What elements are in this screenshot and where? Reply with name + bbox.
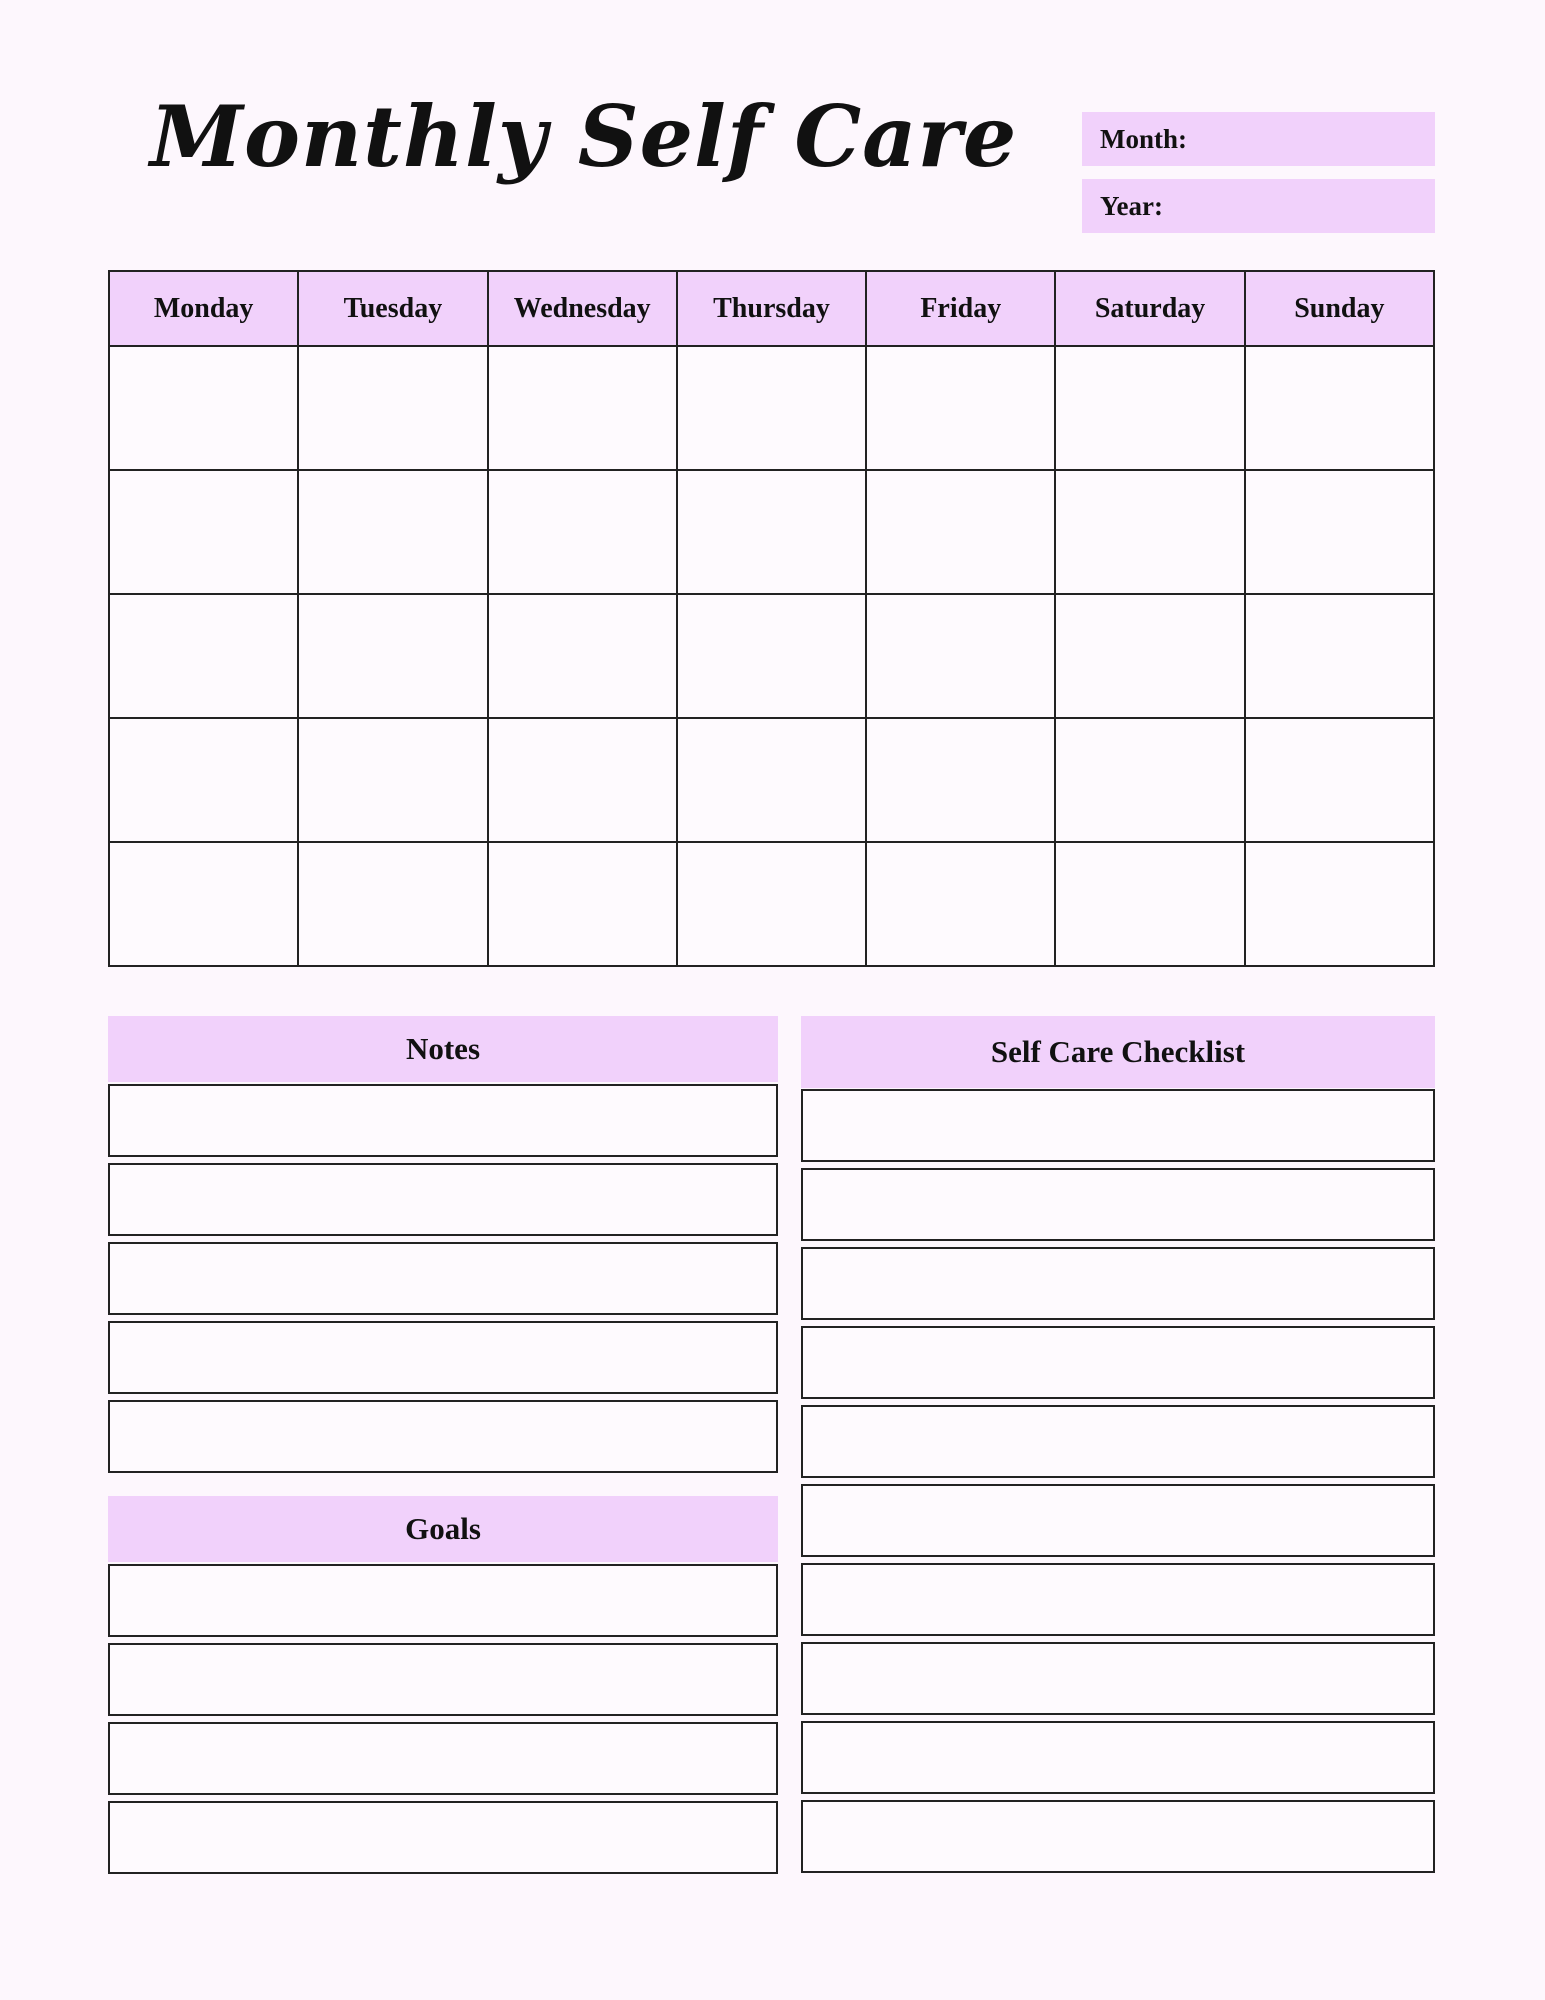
calendar-day-cell[interactable] xyxy=(488,470,677,594)
calendar-day-cell[interactable] xyxy=(866,594,1055,718)
calendar-day-cell[interactable] xyxy=(109,718,298,842)
calendar-day-cell[interactable] xyxy=(677,470,866,594)
checklist-line[interactable] xyxy=(801,1405,1435,1478)
calendar-day-cell[interactable] xyxy=(488,346,677,470)
checklist-line[interactable] xyxy=(801,1484,1435,1557)
day-header-monday: Monday xyxy=(109,271,298,346)
calendar-day-cell[interactable] xyxy=(298,346,487,470)
calendar-day-cell[interactable] xyxy=(109,346,298,470)
calendar-day-cell[interactable] xyxy=(488,842,677,966)
calendar-week-row xyxy=(109,842,1434,966)
checklist-line[interactable] xyxy=(801,1168,1435,1241)
calendar-grid xyxy=(108,270,1435,967)
calendar-day-cell[interactable] xyxy=(677,718,866,842)
calendar-day-cell[interactable] xyxy=(298,718,487,842)
day-header-friday: Friday xyxy=(866,271,1055,346)
day-header-saturday: Saturday xyxy=(1055,271,1244,346)
day-header-sunday: Sunday xyxy=(1245,271,1434,346)
calendar-day-cell[interactable] xyxy=(1245,594,1434,718)
month-field[interactable] xyxy=(1082,112,1435,166)
calendar-day-cell[interactable] xyxy=(1055,718,1244,842)
checklist-line[interactable] xyxy=(801,1800,1435,1873)
calendar-week-row xyxy=(109,346,1434,470)
checklist-line[interactable] xyxy=(801,1089,1435,1162)
checklist-line[interactable] xyxy=(801,1247,1435,1320)
calendar-day-cell[interactable] xyxy=(1055,470,1244,594)
goals-line[interactable] xyxy=(108,1722,778,1795)
calendar-day-cell[interactable] xyxy=(1245,346,1434,470)
calendar-week-row xyxy=(109,718,1434,842)
checklist-line[interactable] xyxy=(801,1326,1435,1399)
calendar-day-cell[interactable] xyxy=(109,842,298,966)
calendar-day-cell[interactable] xyxy=(1055,346,1244,470)
goals-line[interactable] xyxy=(108,1801,778,1874)
day-header-thursday: Thursday xyxy=(677,271,866,346)
notes-line[interactable] xyxy=(108,1242,778,1315)
calendar-day-cell[interactable] xyxy=(109,470,298,594)
calendar-week-row xyxy=(109,470,1434,594)
calendar-day-cell[interactable] xyxy=(677,346,866,470)
calendar-day-cell[interactable] xyxy=(488,594,677,718)
notes-line[interactable] xyxy=(108,1084,778,1157)
calendar-day-cell[interactable] xyxy=(866,842,1055,966)
goals-line[interactable] xyxy=(108,1643,778,1716)
calendar-day-cell[interactable] xyxy=(488,718,677,842)
calendar-day-cell[interactable] xyxy=(1245,842,1434,966)
goals-line[interactable] xyxy=(108,1564,778,1637)
calendar-day-cell[interactable] xyxy=(866,718,1055,842)
checklist-header: Self Care Checklist xyxy=(801,1016,1435,1088)
calendar-day-cell[interactable] xyxy=(677,842,866,966)
calendar-day-cell[interactable] xyxy=(866,346,1055,470)
month-label: Month: xyxy=(1100,124,1187,154)
calendar-day-cell[interactable] xyxy=(677,594,866,718)
goals-header: Goals xyxy=(108,1496,778,1562)
calendar-header-row xyxy=(109,271,1434,346)
day-header-wednesday: Wednesday xyxy=(488,271,677,346)
checklist-line[interactable] xyxy=(801,1721,1435,1794)
notes-header: Notes xyxy=(108,1016,778,1082)
page-title: Monthly Self Care xyxy=(150,87,1018,186)
calendar-day-cell[interactable] xyxy=(1245,718,1434,842)
calendar-week-row xyxy=(109,594,1434,718)
calendar-day-cell[interactable] xyxy=(1055,842,1244,966)
checklist-line[interactable] xyxy=(801,1563,1435,1636)
checklist-line[interactable] xyxy=(801,1642,1435,1715)
year-label: Year: xyxy=(1100,191,1163,221)
year-field[interactable] xyxy=(1082,179,1435,233)
calendar-day-cell[interactable] xyxy=(109,594,298,718)
calendar-day-cell[interactable] xyxy=(1055,594,1244,718)
calendar-day-cell[interactable] xyxy=(298,594,487,718)
notes-line[interactable] xyxy=(108,1321,778,1394)
day-header-tuesday: Tuesday xyxy=(298,271,487,346)
calendar-day-cell[interactable] xyxy=(866,470,1055,594)
calendar-day-cell[interactable] xyxy=(298,470,487,594)
notes-line[interactable] xyxy=(108,1163,778,1236)
calendar-day-cell[interactable] xyxy=(298,842,487,966)
calendar-day-cell[interactable] xyxy=(1245,470,1434,594)
notes-line[interactable] xyxy=(108,1400,778,1473)
